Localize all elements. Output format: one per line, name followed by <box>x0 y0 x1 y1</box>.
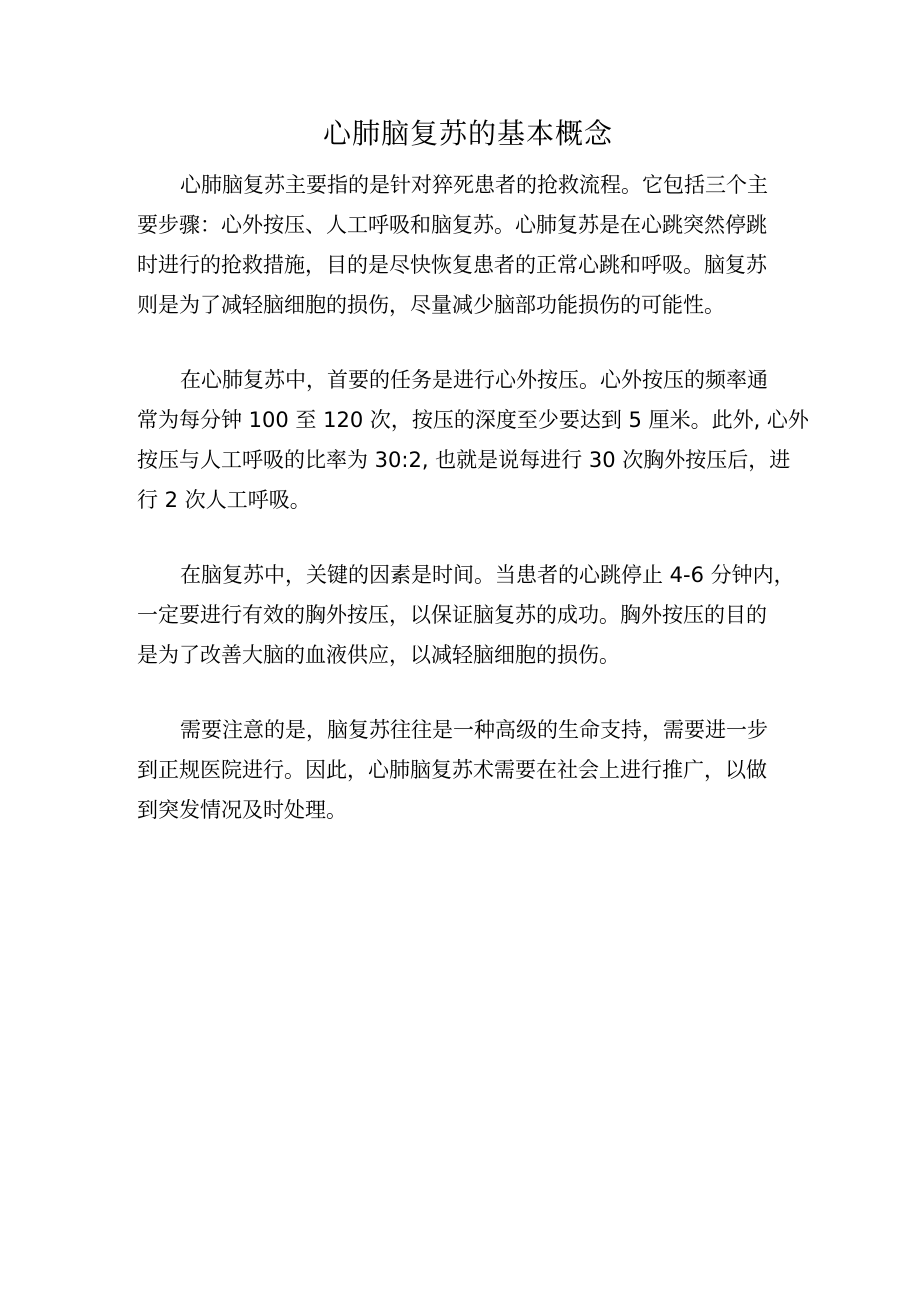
paragraph-line: 行 2 次人工呼吸。 <box>137 488 311 512</box>
paragraph-line: 按压与人工呼吸的比率为 30:2, 也就是说每进行 30 次胸外按压后，进 <box>137 448 791 472</box>
paragraph-line: 在心肺复苏中，首要的任务是进行心外按压。心外按压的频率通 <box>180 368 768 392</box>
paragraph-line: 时进行的抢救措施，目的是尽快恢复患者的正常心跳和呼吸。脑复苏 <box>137 253 767 277</box>
paragraph-line: 则是为了减轻脑细胞的损伤，尽量减少脑部功能损伤的可能性。 <box>137 293 725 317</box>
paragraph-line: 到突发情况及时处理。 <box>137 798 347 822</box>
document-title: 心肺脑复苏的基本概念 <box>322 117 613 150</box>
paragraph-line: 到正规医院进行。因此，心肺脑复苏术需要在社会上进行推广，以做 <box>137 758 767 782</box>
paragraph-line: 心肺脑复苏主要指的是针对猝死患者的抢救流程。它包括三个主 <box>180 173 768 197</box>
paragraph-notes <box>137 710 817 830</box>
paragraph-intro <box>137 165 817 325</box>
paragraph-line: 一定要进行有效的胸外按压，以保证脑复苏的成功。胸外按压的目的 <box>137 603 767 627</box>
paragraph-line: 常为每分钟 100 至 120 次，按压的深度至少要达到 5 厘米。此外, 心外 <box>137 408 809 432</box>
paragraph-line: 需要注意的是，脑复苏往往是一种高级的生命支持，需要进一步 <box>180 718 768 742</box>
document-body <box>137 165 817 865</box>
paragraph-cerebral-resuscitation <box>137 555 817 675</box>
paragraph-line: 在脑复苏中，关键的因素是时间。当患者的心跳停止 4-6 分钟内， <box>180 563 795 587</box>
paragraph-cpr <box>137 360 817 520</box>
paragraph-line: 是为了改善大脑的血液供应，以减轻脑细胞的损伤。 <box>137 643 620 667</box>
paragraph-line: 要步骤：心外按压、人工呼吸和脑复苏。心肺复苏是在心跳突然停跳 <box>137 213 767 237</box>
